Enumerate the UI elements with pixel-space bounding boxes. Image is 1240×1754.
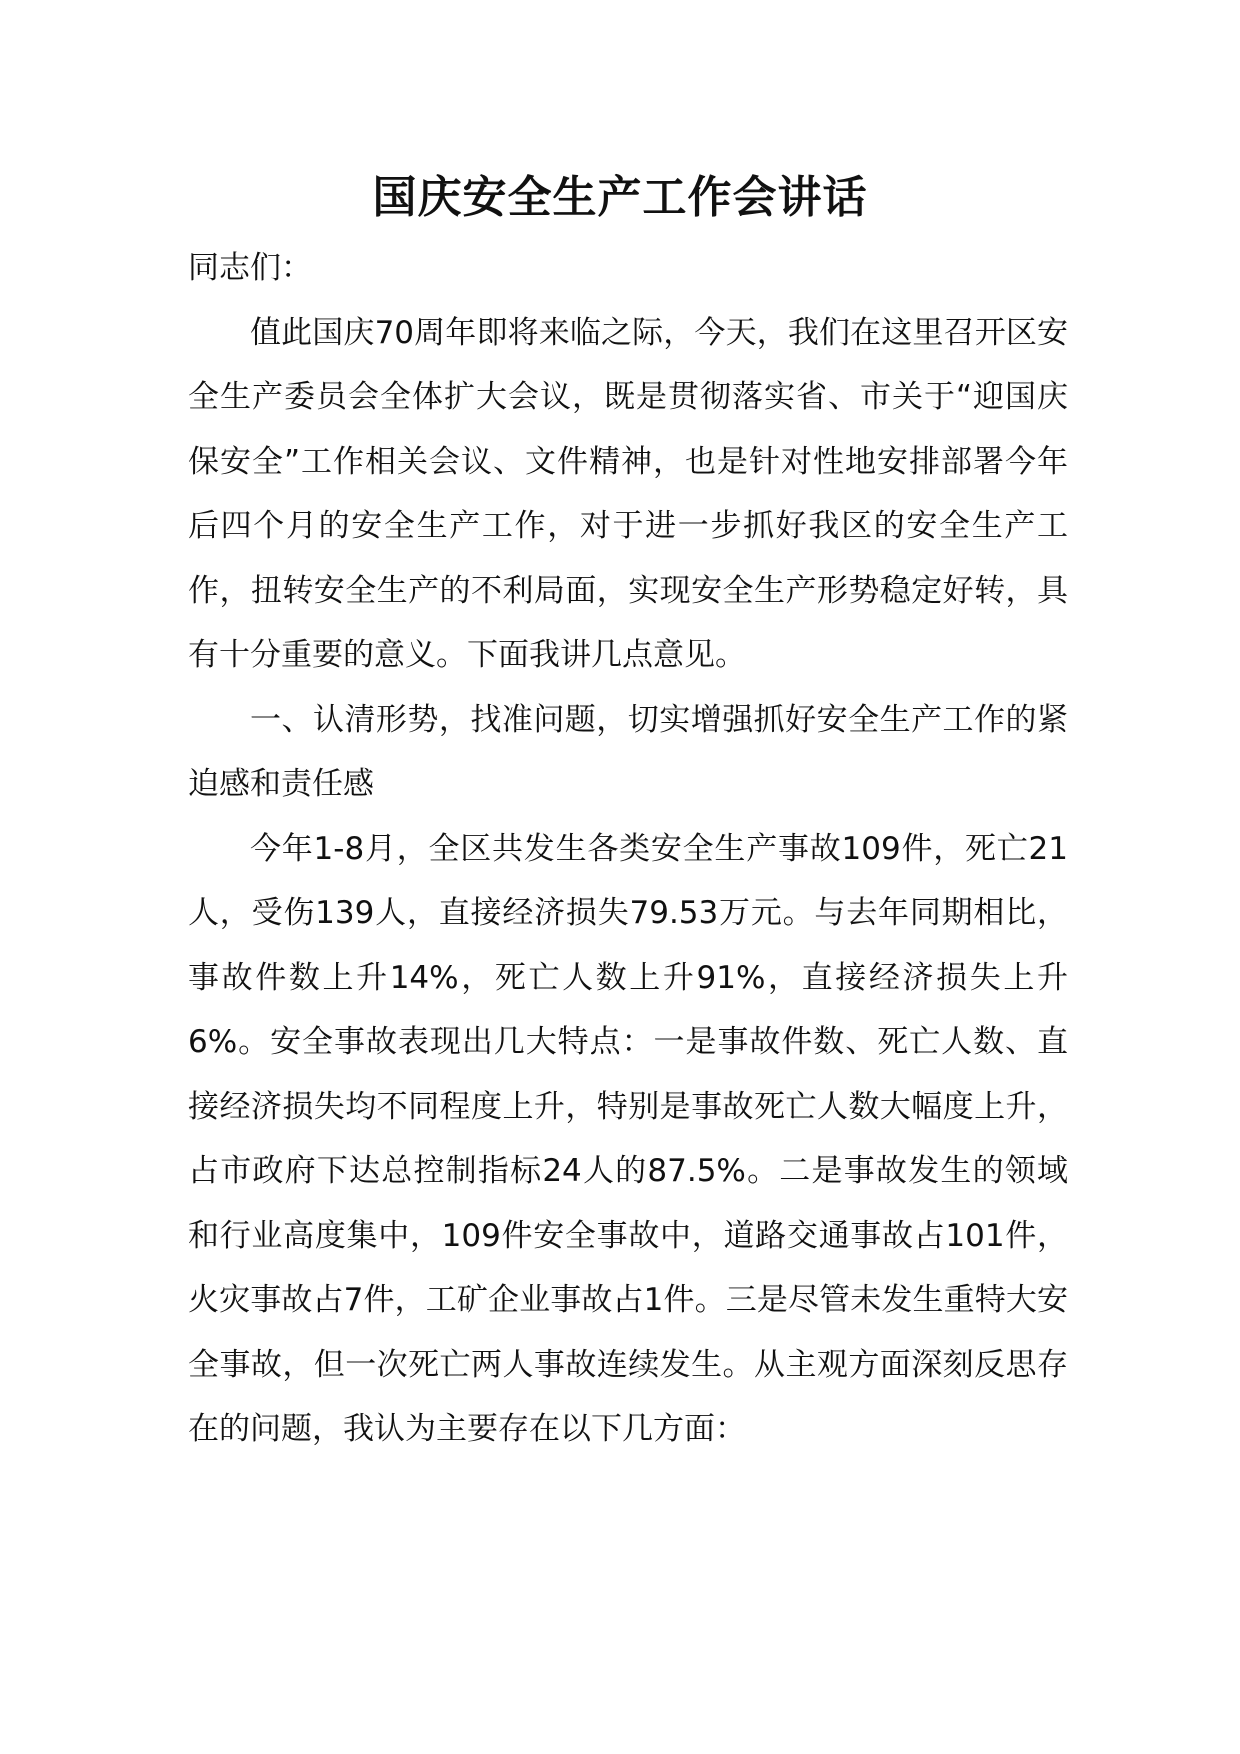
document-body bbox=[188, 236, 1068, 1462]
section-heading: 一、认清形势，找准问题，切实增强抓好安全生产工作的紧迫感和责任感 bbox=[188, 701, 1068, 802]
document-title: 国庆安全生产工作会讲话 bbox=[372, 172, 868, 223]
statistics-paragraph: 今年1-8月，全区共发生各类安全生产事故109件，死亡21人，受伤139人，直接经济损失79.53万元。与去年同期相比，事故件数上升14%，死亡人数上升91%，直接经济损失上升6%。安全事故表现出几大特点：一是事故件数、死亡人数、直接经济损失均不同程度上升，特别是事故死亡人数大幅度上升，占市政府下达总控制指标24人的87.5%。二是事故发生的领域和行业高度集中，109件安全事故中，道路交通事故占101件，火灾事故占7件，工矿企业事故占1件。三是尽管未发生重特大安全事故，但一次死亡两人事故连续发生。从主观方面深刻反思存在的问题，我认为主要存在以下几方面： bbox=[188, 830, 1068, 1447]
salutation: 同志们： bbox=[188, 250, 312, 286]
intro-paragraph: 值此国庆70周年即将来临之际，今天，我们在这里召开区安全生产委员会全体扩大会议，既是贯彻落实省、市关于“迎国庆保安全”工作相关会议、文件精神，也是针对性地安排部署今年后四个月的安全生产工作，对于进一步抓好我区的安全生产工作，扭转安全生产的不利局面，实现安全生产形势稳定好转，具有十分重要的意义。下面我讲几点意见。 bbox=[188, 314, 1068, 673]
